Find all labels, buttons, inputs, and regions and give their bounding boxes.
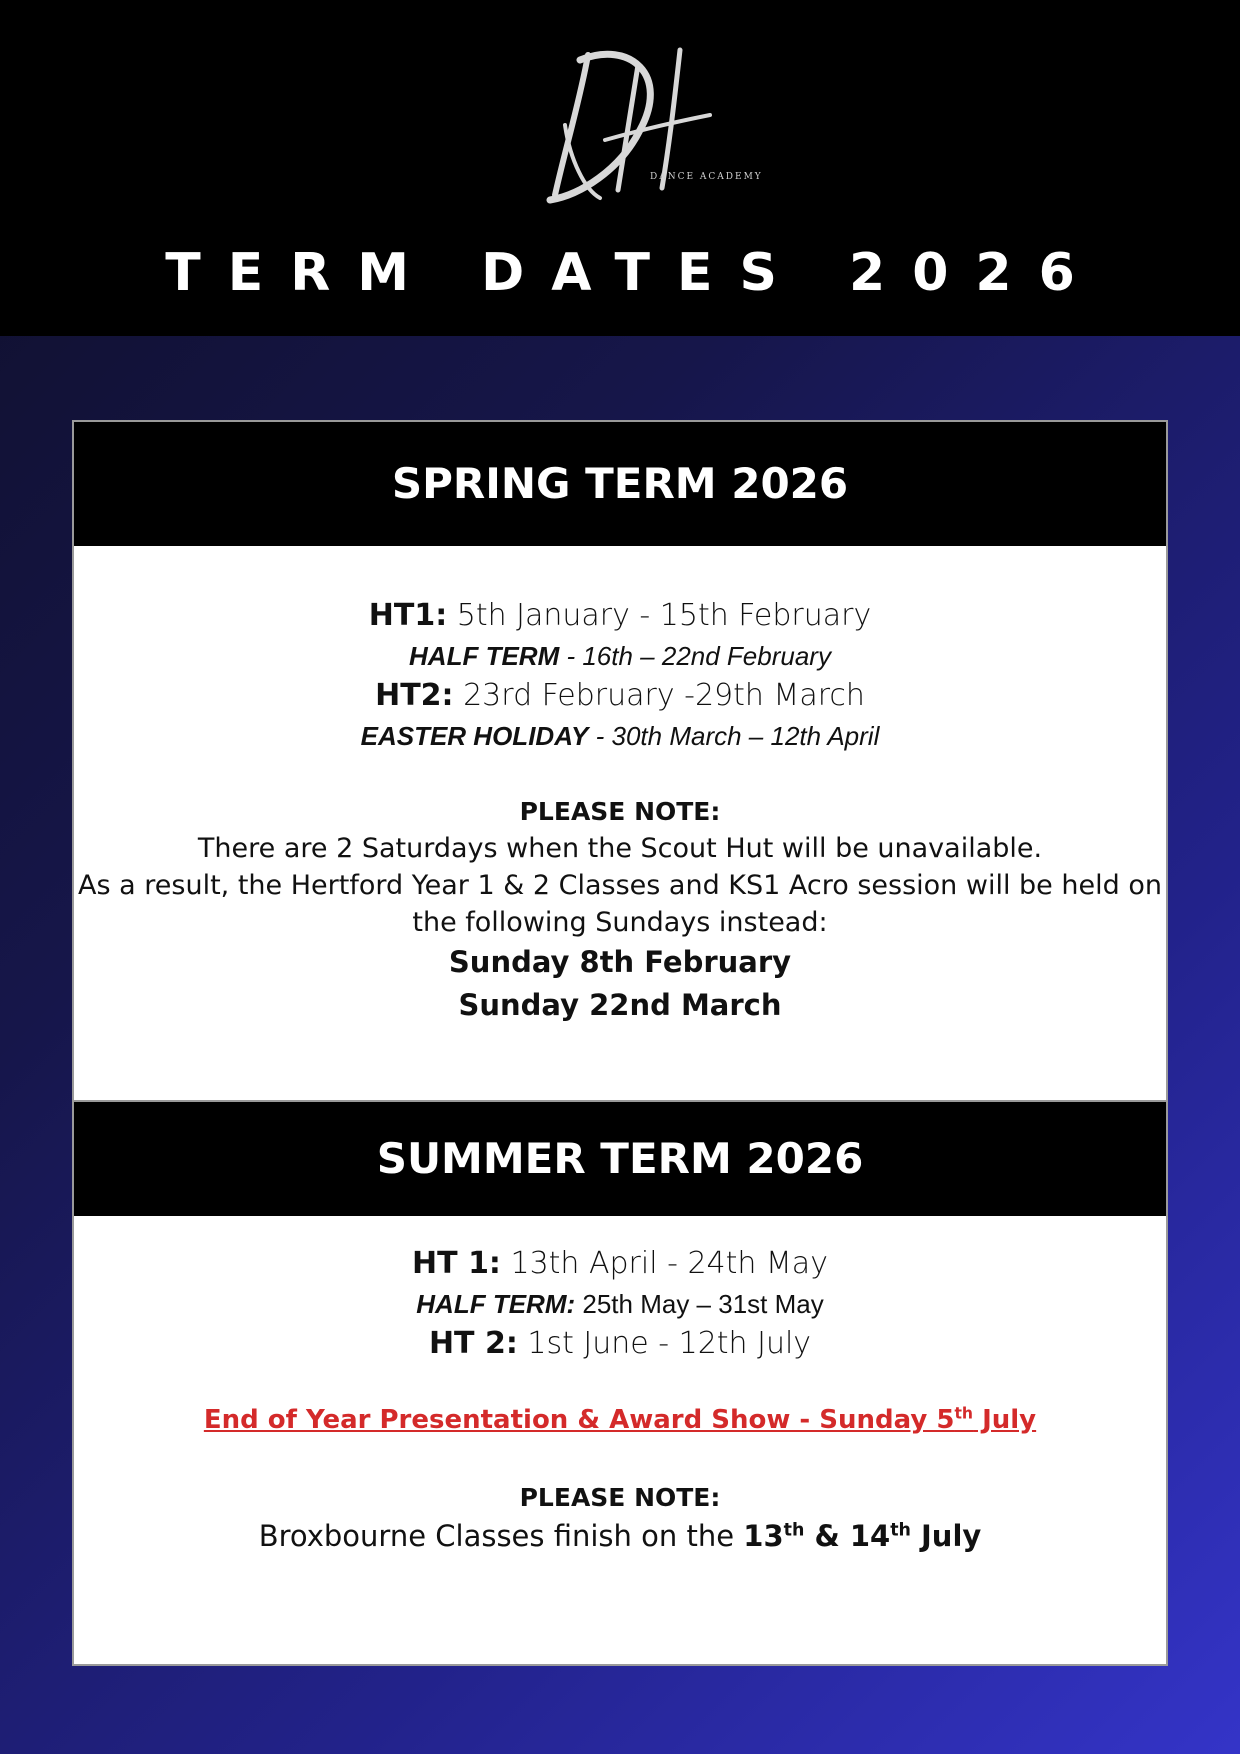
summer-half-term-dates: 25th May – 31st May	[582, 1289, 824, 1319]
summer-term-card	[72, 1100, 1168, 1666]
summer-term-body	[74, 1216, 1166, 1556]
summer-note-heading: PLEASE NOTE:	[519, 1483, 721, 1512]
broxbourne-date-1-sup: th	[783, 1520, 805, 1541]
page-header	[0, 0, 1240, 336]
spring-half-term-label: HALF TERM	[409, 641, 560, 671]
spring-term-title: SPRING TERM 2026	[74, 422, 1166, 546]
spring-ht2-dates: 23rd February -29th March	[463, 678, 865, 713]
broxbourne-month: July	[910, 1519, 982, 1553]
broxbourne-note	[74, 1516, 1166, 1556]
spring-easter-label: EASTER HOLIDAY	[360, 721, 589, 751]
summer-ht1	[74, 1244, 1166, 1284]
summer-ht2-dates: 1st June - 12th July	[527, 1326, 812, 1361]
broxbourne-prefix: Broxbourne Classes finish on the	[258, 1519, 744, 1553]
spring-term-body	[74, 546, 1166, 1027]
spring-term-card	[72, 420, 1168, 1102]
broxbourne-date-2: 14	[849, 1519, 891, 1553]
spring-easter-dates: - 30th March – 12th April	[595, 721, 880, 751]
broxbourne-amp: &	[804, 1519, 850, 1553]
logo-tagline: DANCE ACADEMY	[650, 172, 763, 182]
spring-note-line: There are 2 Saturdays when the Scout Hut will be unavailable.	[197, 833, 1043, 864]
spring-sunday-date: Sunday 22nd March	[458, 988, 782, 1022]
broxbourne-date-1: 13	[743, 1519, 784, 1553]
summer-term-title: SUMMER TERM 2026	[74, 1102, 1166, 1216]
spring-ht2-label: HT2:	[375, 678, 454, 713]
summer-half-term-label: HALF TERM:	[416, 1289, 576, 1319]
summer-ht1-dates: 13th April - 24th May	[510, 1246, 828, 1281]
summer-half-term	[74, 1284, 1166, 1324]
summer-ht2	[74, 1324, 1166, 1364]
summer-ht1-label: HT 1:	[412, 1246, 501, 1281]
award-show-sup: th	[954, 1404, 974, 1423]
page-title: TERM DATES 2026	[165, 243, 1102, 303]
spring-ht1-dates: 5th January - 15th February	[456, 598, 872, 633]
logo-mark	[510, 30, 763, 210]
spring-ht2	[74, 676, 1166, 716]
spring-note-heading: PLEASE NOTE:	[519, 797, 721, 826]
award-show-announcement	[74, 1400, 1166, 1440]
broxbourne-date-2-sup: th	[890, 1520, 911, 1541]
spring-note-line: the following Sundays instead:	[412, 907, 828, 938]
spring-ht1-label: HT1:	[368, 598, 448, 633]
spring-sunday-date: Sunday 8th February	[448, 945, 792, 979]
award-show-text: End of Year Presentation & Award Show - Sunday 5	[203, 1405, 955, 1435]
summer-ht2-label: HT 2:	[428, 1326, 518, 1361]
dh-logo	[510, 30, 763, 210]
spring-easter	[74, 716, 1166, 756]
award-show-month: July	[973, 1405, 1037, 1435]
spring-note-line: As a result, the Hertford Year 1 & 2 Classes and KS1 Acro session will be held on	[78, 870, 1162, 901]
spring-half-term-dates: - 16th – 22nd February	[566, 641, 831, 671]
spring-half-term	[74, 636, 1166, 676]
spring-ht1	[74, 596, 1166, 636]
